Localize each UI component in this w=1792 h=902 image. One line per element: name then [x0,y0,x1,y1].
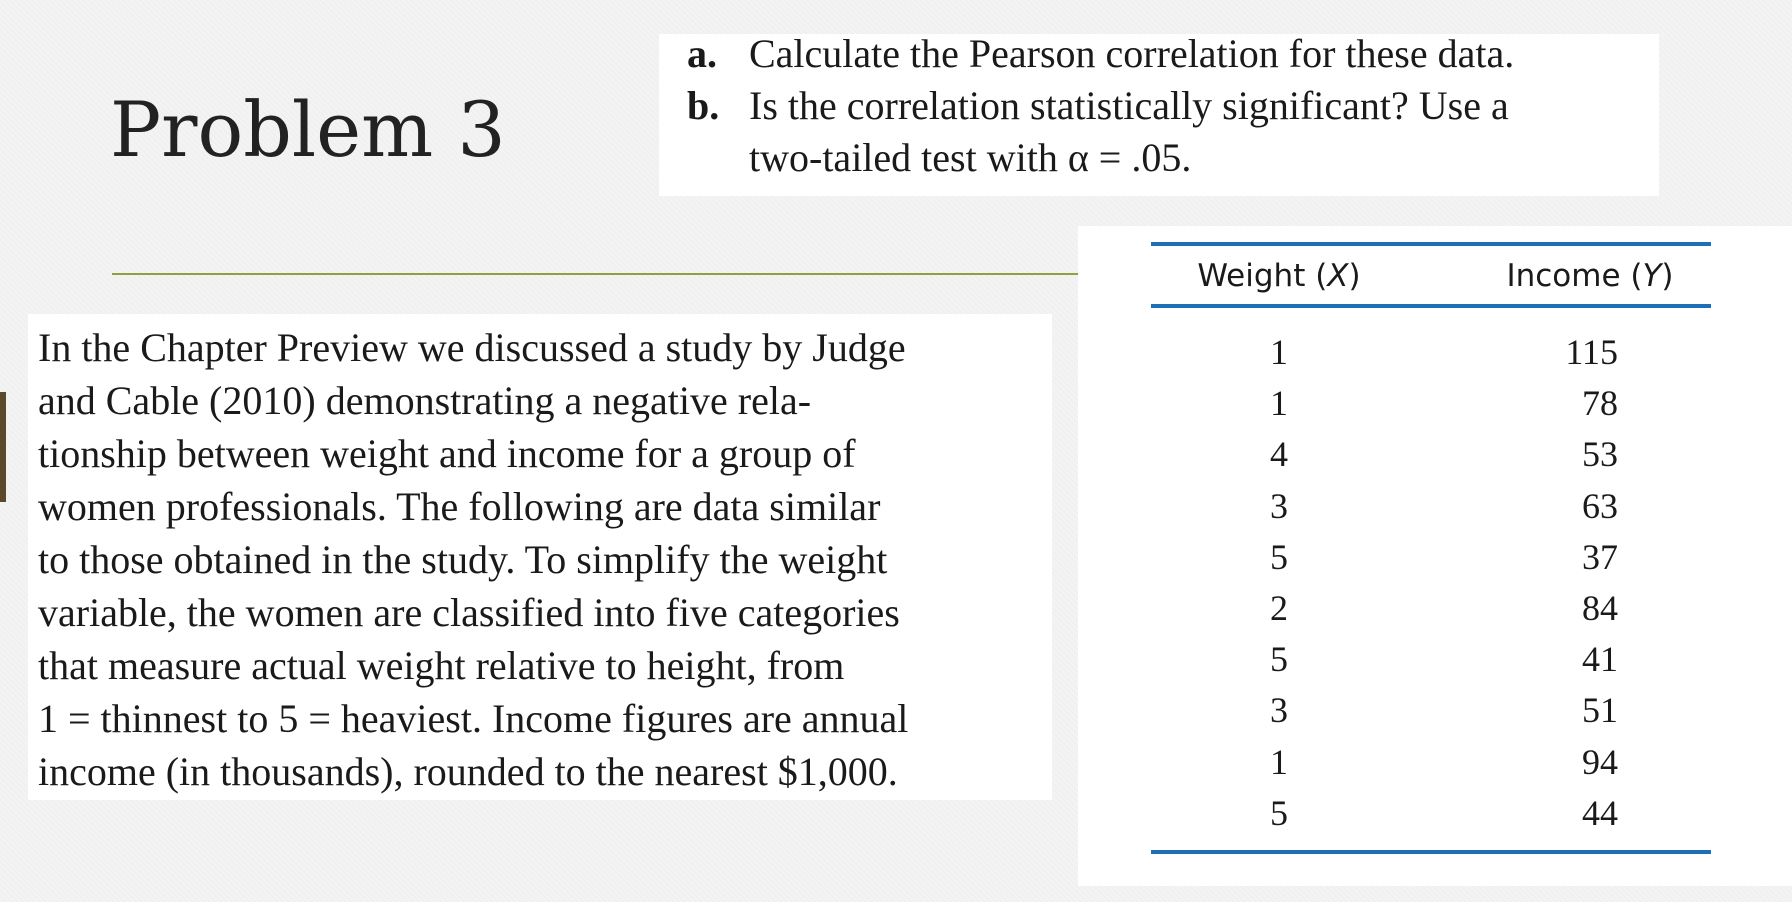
header-income: Income (Y) [1506,258,1674,294]
slide-title: Problem 3 [110,85,506,174]
table-cell-income: 84 [1582,588,1618,628]
passage-line: women professionals. The following are data similar [38,484,881,529]
table-cell-weight: 5 [1270,792,1288,833]
table-cell-weight: 3 [1270,690,1288,731]
passage-line: income (in thousands), rounded to the nearest $1,000. [38,749,898,794]
table-top-rule [1151,242,1711,246]
title-divider [112,273,1078,275]
table-cell-weight: 5 [1270,639,1288,680]
passage-line: In the Chapter Preview we discussed a study by Judge [38,325,906,370]
question-b-continuation: two-tailed test with α = .05. [749,135,1192,180]
table-cell-income: 51 [1582,690,1618,731]
table-cell-income: 63 [1582,485,1618,526]
passage-line: variable, the women are classified into five categories [38,590,900,635]
table-cell-income: 44 [1582,792,1618,833]
question-a [687,31,1515,76]
table-header-rule [1151,304,1711,308]
question-b [687,83,1509,128]
left-edge-accent [0,392,6,502]
table-cell-weight: 3 [1270,485,1288,526]
question-a-text: Calculate the Pearson correlation for these data. [749,31,1515,76]
question-b-text: Is the correlation statistically significant? Use a [749,83,1509,128]
table-cell-income: 53 [1582,434,1618,475]
header-weight: Weight (X) [1197,258,1361,294]
data-table [1078,226,1792,886]
table-cell-weight: 4 [1270,434,1288,475]
question-a-letter: a. [687,31,717,76]
table-cell-weight: 1 [1270,383,1288,424]
passage-line: and Cable (2010) demonstrating a negative rela- [38,378,812,423]
table-cell-income: 37 [1582,536,1618,577]
table-cell-income: 41 [1582,639,1618,680]
table-cell-weight: 1 [1270,332,1288,372]
table-cell-weight: 1 [1270,741,1288,782]
passage-line: 1 = thinnest to 5 = heaviest. Income figures are annual [38,696,909,741]
table-bottom-rule [1151,850,1711,854]
passage-line: to those obtained in the study. To simplify the weight [38,537,888,582]
passage-line: tionship between weight and income for a group of [38,431,856,476]
question-b-letter: b. [687,83,720,128]
passage-line: that measure actual weight relative to height, from [38,643,845,688]
problem-passage [28,314,1052,800]
table-cell-income: 94 [1582,741,1618,782]
table-cell-weight: 2 [1270,588,1288,628]
question-box [659,31,1659,196]
table-cell-income: 115 [1565,332,1618,372]
table-cell-income: 78 [1582,383,1618,424]
table-cell-weight: 5 [1270,536,1288,577]
